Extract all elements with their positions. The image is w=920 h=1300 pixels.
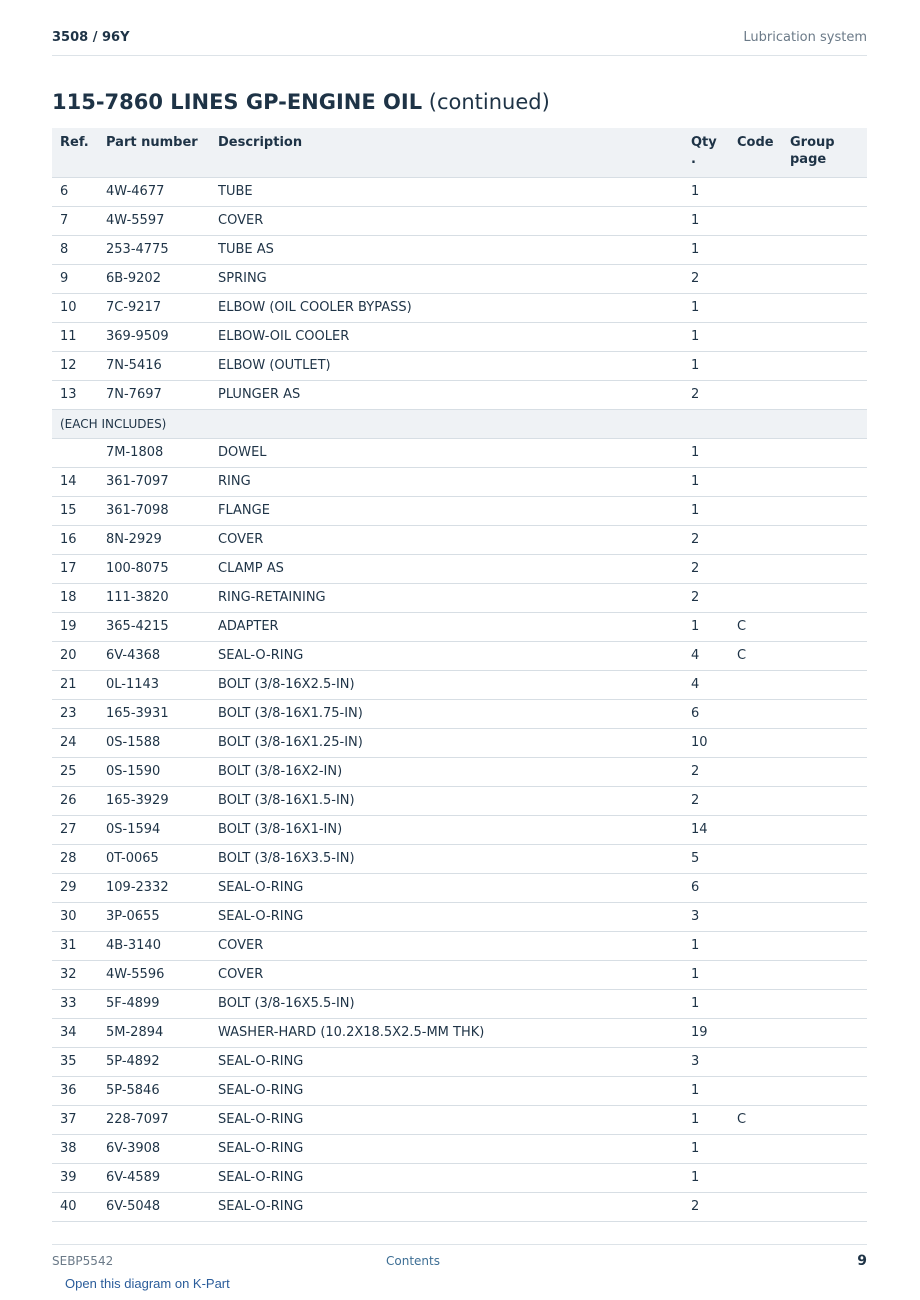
table-row (52, 844, 867, 873)
cell-qty: 4 (683, 670, 729, 699)
table-row (52, 1076, 867, 1105)
cell-description: BOLT (3/8-16X1.75-IN) (210, 699, 683, 728)
cell-description: COVER (210, 525, 683, 554)
cell-ref: 7 (52, 206, 98, 235)
cell-code (729, 351, 782, 380)
page-footer (52, 1244, 867, 1274)
cell-description: TUBE AS (210, 235, 683, 264)
cell-code (729, 757, 782, 786)
cell-ref: 28 (52, 844, 98, 873)
page-header (52, 30, 867, 56)
cell-ref: 31 (52, 931, 98, 960)
cell-ref: 37 (52, 1105, 98, 1134)
cell-part-number[interactable]: 228-7097 (98, 1105, 210, 1134)
cell-qty: 2 (683, 757, 729, 786)
cell-qty: 4 (683, 641, 729, 670)
parts-table-body (52, 177, 867, 1221)
cell-qty: 1 (683, 467, 729, 496)
cell-group-page (782, 989, 867, 1018)
cell-part-number[interactable]: 4W-4677 (98, 177, 210, 206)
col-group-line2: page (790, 152, 827, 167)
cell-description: SEAL-O-RING (210, 1163, 683, 1192)
cell-description: RING-RETAINING (210, 583, 683, 612)
cell-description: ADAPTER (210, 612, 683, 641)
table-row (52, 380, 867, 409)
table-row (52, 757, 867, 786)
cell-description: TUBE (210, 177, 683, 206)
cell-group-page (782, 206, 867, 235)
cell-ref: 29 (52, 873, 98, 902)
col-group-line1: Group (790, 135, 835, 150)
cell-qty: 1 (683, 322, 729, 351)
cell-description: SEAL-O-RING (210, 1047, 683, 1076)
table-row (52, 1047, 867, 1076)
cell-description: SEAL-O-RING (210, 873, 683, 902)
cell-group-page (782, 177, 867, 206)
cell-part-number[interactable]: 100-8075 (98, 554, 210, 583)
cell-code (729, 815, 782, 844)
contents-link[interactable]: Contents (386, 1254, 440, 1268)
cell-group-page (782, 728, 867, 757)
cell-group-page (782, 786, 867, 815)
cell-code (729, 583, 782, 612)
cell-code (729, 989, 782, 1018)
cell-qty: 2 (683, 583, 729, 612)
cell-description: COVER (210, 931, 683, 960)
model-label: 3508 / 96Y (52, 30, 130, 45)
cell-qty: 14 (683, 815, 729, 844)
cell-part-number[interactable]: 5P-5846 (98, 1076, 210, 1105)
cell-qty: 6 (683, 873, 729, 902)
cell-code (729, 554, 782, 583)
table-row (52, 554, 867, 583)
cell-description: RING (210, 467, 683, 496)
cell-group-page (782, 641, 867, 670)
cell-code (729, 1018, 782, 1047)
cell-qty: 1 (683, 438, 729, 467)
cell-group-page (782, 467, 867, 496)
table-row (52, 931, 867, 960)
cell-part-number[interactable]: 3P-0655 (98, 902, 210, 931)
cell-code (729, 1163, 782, 1192)
cell-description: SPRING (210, 264, 683, 293)
cell-qty: 1 (683, 177, 729, 206)
cell-code (729, 293, 782, 322)
cell-qty: 1 (683, 1105, 729, 1134)
cell-ref: 15 (52, 496, 98, 525)
cell-description: ELBOW (OUTLET) (210, 351, 683, 380)
table-row (52, 670, 867, 699)
cell-part-number[interactable]: 111-3820 (98, 583, 210, 612)
cell-code (729, 670, 782, 699)
cell-code (729, 844, 782, 873)
cell-ref: 12 (52, 351, 98, 380)
table-row (52, 351, 867, 380)
cell-part-number[interactable]: 165-3931 (98, 699, 210, 728)
cell-qty: 1 (683, 989, 729, 1018)
col-qty (683, 128, 729, 177)
cell-ref: 25 (52, 757, 98, 786)
table-row (52, 1134, 867, 1163)
cell-code (729, 1192, 782, 1221)
table-row (52, 525, 867, 554)
cell-part-number[interactable]: 6V-3908 (98, 1134, 210, 1163)
cell-code (729, 699, 782, 728)
cell-group-page (782, 1105, 867, 1134)
cell-qty: 1 (683, 496, 729, 525)
cell-description: FLANGE (210, 496, 683, 525)
cell-group-page (782, 1134, 867, 1163)
cell-code: C (729, 1105, 782, 1134)
open-diagram-link[interactable]: Open this diagram on K-Part (65, 1276, 230, 1291)
cell-group-page (782, 583, 867, 612)
table-row (52, 902, 867, 931)
cell-qty: 5 (683, 844, 729, 873)
cell-description: BOLT (3/8-16X2-IN) (210, 757, 683, 786)
cell-code (729, 322, 782, 351)
table-row (52, 728, 867, 757)
table-note-row (52, 409, 867, 438)
cell-part-number[interactable]: 8N-2929 (98, 525, 210, 554)
cell-ref: 11 (52, 322, 98, 351)
cell-ref: 13 (52, 380, 98, 409)
cell-ref: 17 (52, 554, 98, 583)
cell-code (729, 931, 782, 960)
cell-part-number[interactable]: 6V-5048 (98, 1192, 210, 1221)
cell-code (729, 177, 782, 206)
cell-ref: 23 (52, 699, 98, 728)
cell-group-page (782, 960, 867, 989)
cell-ref: 9 (52, 264, 98, 293)
cell-ref (52, 438, 98, 467)
cell-part-number[interactable]: 6B-9202 (98, 264, 210, 293)
cell-ref: 39 (52, 1163, 98, 1192)
cell-description: BOLT (3/8-16X2.5-IN) (210, 670, 683, 699)
cell-qty: 10 (683, 728, 729, 757)
cell-qty: 1 (683, 1163, 729, 1192)
table-row (52, 467, 867, 496)
cell-part-number[interactable]: 7C-9217 (98, 293, 210, 322)
cell-part-number[interactable]: 361-7098 (98, 496, 210, 525)
page-number: 9 (857, 1253, 867, 1269)
cell-qty: 2 (683, 786, 729, 815)
cell-qty: 3 (683, 1047, 729, 1076)
cell-qty: 1 (683, 351, 729, 380)
cell-code (729, 380, 782, 409)
cell-group-page (782, 1192, 867, 1221)
cell-qty: 1 (683, 235, 729, 264)
cell-group-page (782, 844, 867, 873)
cell-code (729, 206, 782, 235)
cell-group-page (782, 612, 867, 641)
table-row (52, 206, 867, 235)
cell-qty: 1 (683, 206, 729, 235)
cell-description: ELBOW-OIL COOLER (210, 322, 683, 351)
cell-group-page (782, 1018, 867, 1047)
cell-ref: 8 (52, 235, 98, 264)
cell-ref: 38 (52, 1134, 98, 1163)
cell-part-number[interactable]: 4W-5597 (98, 206, 210, 235)
cell-code (729, 902, 782, 931)
cell-description: CLAMP AS (210, 554, 683, 583)
cell-description: SEAL-O-RING (210, 1076, 683, 1105)
table-row (52, 496, 867, 525)
cell-ref: 14 (52, 467, 98, 496)
cell-group-page (782, 496, 867, 525)
cell-part-number[interactable]: 4W-5596 (98, 960, 210, 989)
cell-code (729, 873, 782, 902)
cell-code (729, 525, 782, 554)
table-row (52, 989, 867, 1018)
cell-part-number[interactable]: 0S-1594 (98, 815, 210, 844)
cell-group-page (782, 438, 867, 467)
table-row (52, 873, 867, 902)
cell-qty: 1 (683, 1134, 729, 1163)
table-row (52, 1163, 867, 1192)
cell-code (729, 786, 782, 815)
table-row (52, 960, 867, 989)
table-row (52, 293, 867, 322)
cell-part-number[interactable]: 5F-4899 (98, 989, 210, 1018)
cell-description: ELBOW (OIL COOLER BYPASS) (210, 293, 683, 322)
cell-ref: 24 (52, 728, 98, 757)
cell-ref: 20 (52, 641, 98, 670)
cell-part-number[interactable]: 5M-2894 (98, 1018, 210, 1047)
cell-description: SEAL-O-RING (210, 1105, 683, 1134)
cell-group-page (782, 1163, 867, 1192)
table-row (52, 264, 867, 293)
cell-description: WASHER-HARD (10.2X18.5X2.5-MM THK) (210, 1018, 683, 1047)
col-qty-line2: . (691, 152, 696, 167)
col-ref: Ref. (52, 128, 98, 177)
cell-group-page (782, 873, 867, 902)
cell-description: DOWEL (210, 438, 683, 467)
cell-code (729, 438, 782, 467)
table-row (52, 786, 867, 815)
table-row (52, 322, 867, 351)
cell-code (729, 728, 782, 757)
cell-qty: 1 (683, 293, 729, 322)
cell-ref: 36 (52, 1076, 98, 1105)
cell-ref: 35 (52, 1047, 98, 1076)
col-group-page (782, 128, 867, 177)
cell-qty: 2 (683, 554, 729, 583)
cell-group-page (782, 380, 867, 409)
parts-table (52, 128, 867, 1222)
cell-ref: 33 (52, 989, 98, 1018)
cell-part-number[interactable]: 5P-4892 (98, 1047, 210, 1076)
cell-part-number[interactable]: 6V-4589 (98, 1163, 210, 1192)
table-row (52, 1105, 867, 1134)
cell-group-page (782, 1047, 867, 1076)
section-label: Lubrication system (743, 30, 867, 45)
cell-description: SEAL-O-RING (210, 1134, 683, 1163)
cell-qty: 2 (683, 264, 729, 293)
cell-description: COVER (210, 960, 683, 989)
page-title (52, 90, 550, 114)
cell-code (729, 496, 782, 525)
col-part-number: Part number (98, 128, 210, 177)
cell-part-number[interactable]: 4B-3140 (98, 931, 210, 960)
cell-part-number[interactable]: 109-2332 (98, 873, 210, 902)
title-main: 115-7860 LINES GP-ENGINE OIL (52, 90, 423, 114)
cell-group-page (782, 931, 867, 960)
cell-description: BOLT (3/8-16X5.5-IN) (210, 989, 683, 1018)
cell-code (729, 467, 782, 496)
cell-description: BOLT (3/8-16X1.5-IN) (210, 786, 683, 815)
cell-description: SEAL-O-RING (210, 1192, 683, 1221)
cell-group-page (782, 525, 867, 554)
cell-group-page (782, 757, 867, 786)
cell-code (729, 264, 782, 293)
cell-code (729, 1134, 782, 1163)
cell-part-number[interactable]: 365-4215 (98, 612, 210, 641)
cell-group-page (782, 235, 867, 264)
cell-part-number[interactable]: 165-3929 (98, 786, 210, 815)
cell-group-page (782, 322, 867, 351)
table-row (52, 815, 867, 844)
cell-description: PLUNGER AS (210, 380, 683, 409)
table-row (52, 583, 867, 612)
table-row (52, 438, 867, 467)
table-row (52, 1018, 867, 1047)
col-description: Description (210, 128, 683, 177)
document-id: SEBP5542 (52, 1254, 114, 1268)
cell-ref: 27 (52, 815, 98, 844)
cell-description: BOLT (3/8-16X1.25-IN) (210, 728, 683, 757)
cell-part-number[interactable]: 0S-1588 (98, 728, 210, 757)
cell-ref: 19 (52, 612, 98, 641)
table-header-row (52, 128, 867, 177)
cell-qty: 6 (683, 699, 729, 728)
cell-code (729, 235, 782, 264)
cell-group-page (782, 293, 867, 322)
cell-qty: 1 (683, 1076, 729, 1105)
cell-qty: 2 (683, 380, 729, 409)
col-code: Code (729, 128, 782, 177)
cell-ref: 18 (52, 583, 98, 612)
cell-group-page (782, 1076, 867, 1105)
table-row (52, 699, 867, 728)
cell-qty: 2 (683, 1192, 729, 1221)
cell-qty: 19 (683, 1018, 729, 1047)
table-row (52, 235, 867, 264)
cell-description: BOLT (3/8-16X3.5-IN) (210, 844, 683, 873)
cell-ref: 21 (52, 670, 98, 699)
cell-ref: 10 (52, 293, 98, 322)
cell-part-number[interactable]: 7M-1808 (98, 438, 210, 467)
cell-group-page (782, 902, 867, 931)
table-row (52, 641, 867, 670)
cell-part-number[interactable]: 7N-7697 (98, 380, 210, 409)
cell-code (729, 1076, 782, 1105)
cell-ref: 26 (52, 786, 98, 815)
cell-part-number[interactable]: 0S-1590 (98, 757, 210, 786)
table-row (52, 1192, 867, 1221)
cell-group-page (782, 815, 867, 844)
cell-code (729, 960, 782, 989)
cell-ref: 16 (52, 525, 98, 554)
cell-code: C (729, 641, 782, 670)
cell-qty: 1 (683, 612, 729, 641)
cell-description: BOLT (3/8-16X1-IN) (210, 815, 683, 844)
cell-part-number[interactable]: 369-9509 (98, 322, 210, 351)
cell-group-page (782, 670, 867, 699)
col-qty-line1: Qty (691, 135, 717, 150)
table-row (52, 612, 867, 641)
table-row (52, 177, 867, 206)
cell-ref: 30 (52, 902, 98, 931)
cell-qty: 2 (683, 525, 729, 554)
cell-part-number[interactable]: 0L-1143 (98, 670, 210, 699)
cell-code (729, 1047, 782, 1076)
cell-part-number[interactable]: 361-7097 (98, 467, 210, 496)
cell-part-number[interactable]: 253-4775 (98, 235, 210, 264)
cell-qty: 3 (683, 902, 729, 931)
cell-ref: 40 (52, 1192, 98, 1221)
title-suffix: (continued) (428, 90, 550, 114)
cell-description: COVER (210, 206, 683, 235)
cell-description: SEAL-O-RING (210, 641, 683, 670)
cell-group-page (782, 699, 867, 728)
cell-part-number[interactable]: 0T-0065 (98, 844, 210, 873)
cell-part-number[interactable]: 6V-4368 (98, 641, 210, 670)
cell-group-page (782, 351, 867, 380)
note-text: (EACH INCLUDES) (52, 409, 867, 438)
cell-part-number[interactable]: 7N-5416 (98, 351, 210, 380)
cell-qty: 1 (683, 960, 729, 989)
cell-qty: 1 (683, 931, 729, 960)
cell-ref: 32 (52, 960, 98, 989)
cell-code: C (729, 612, 782, 641)
cell-group-page (782, 554, 867, 583)
cell-ref: 34 (52, 1018, 98, 1047)
cell-ref: 6 (52, 177, 98, 206)
cell-description: SEAL-O-RING (210, 902, 683, 931)
cell-group-page (782, 264, 867, 293)
